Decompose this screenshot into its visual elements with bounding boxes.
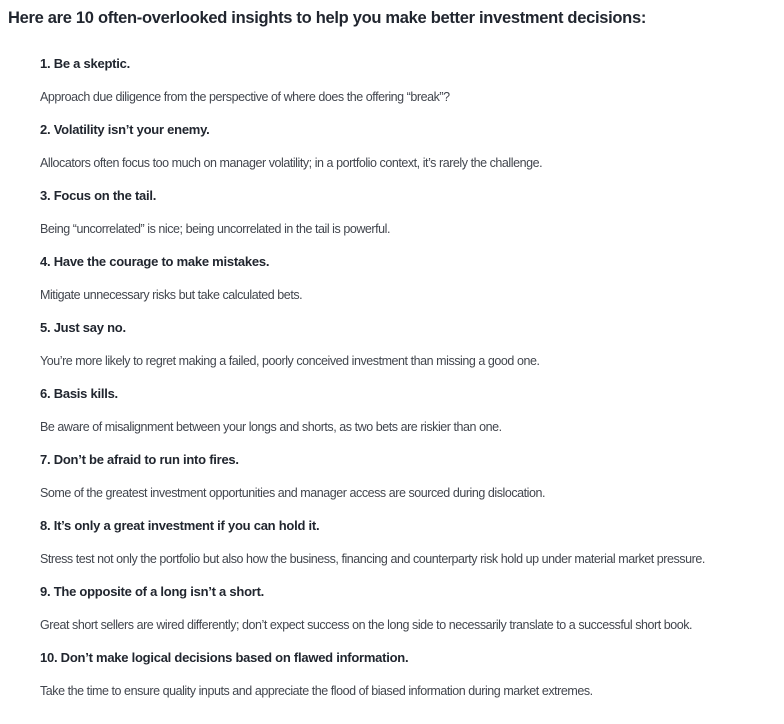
- insight-title: 2. Volatility isn’t your enemy.: [40, 122, 210, 137]
- insight-body: Allocators often focus too much on manager volatility; in a portfolio context, it’s rarely the challenge.: [40, 156, 543, 170]
- insight-title: 9. The opposite of a long isn’t a short.: [40, 584, 265, 599]
- insight-title: 8. It’s only a great investment if you can hold it.: [40, 518, 320, 533]
- page-title: Here are 10 often-overlooked insights to help you make better investment decisions:: [8, 9, 647, 27]
- insight-title: 7. Don’t be afraid to run into fires.: [40, 452, 239, 467]
- list-item: [40, 117, 776, 176]
- insight-body: Approach due diligence from the perspective of where does the offering “break”?: [40, 90, 450, 104]
- insight-title: 4. Have the courage to make mistakes.: [40, 254, 270, 269]
- list-item: [40, 447, 776, 506]
- insight-body: Be aware of misalignment between your longs and shorts, as two bets are riskier than one.: [40, 420, 502, 434]
- list-item: [40, 381, 776, 440]
- insight-body: Mitigate unnecessary risks but take calculated bets.: [40, 288, 303, 302]
- insight-body: Take the time to ensure quality inputs and appreciate the flood of biased information during market extremes.: [40, 684, 593, 698]
- list-item: [40, 315, 776, 374]
- list-item: [40, 645, 776, 704]
- insight-list: [8, 51, 776, 704]
- list-item: [40, 513, 776, 572]
- insight-body: You’re more likely to regret making a failed, poorly conceived investment than missing a good one.: [40, 354, 540, 368]
- list-item: [40, 183, 776, 242]
- insight-title: 1. Be a skeptic.: [40, 56, 130, 71]
- list-item: [40, 579, 776, 638]
- insight-body: Stress test not only the portfolio but also how the business, financing and counterparty risk hold up under material market pressure.: [40, 552, 705, 566]
- insight-title: 10. Don’t make logical decisions based on flawed information.: [40, 650, 409, 665]
- list-item: [40, 51, 776, 110]
- insight-body: Being “uncorrelated” is nice; being uncorrelated in the tail is powerful.: [40, 222, 390, 236]
- insight-title: 6. Basis kills.: [40, 386, 118, 401]
- insight-body: Some of the greatest investment opportunities and manager access are sourced during dislocation.: [40, 486, 546, 500]
- list-item: [40, 249, 776, 308]
- insight-title: 3. Focus on the tail.: [40, 188, 157, 203]
- insight-body: Great short sellers are wired differently; don’t expect success on the long side to necessarily translate to a successful short book.: [40, 618, 693, 632]
- insight-title: 5. Just say no.: [40, 320, 126, 335]
